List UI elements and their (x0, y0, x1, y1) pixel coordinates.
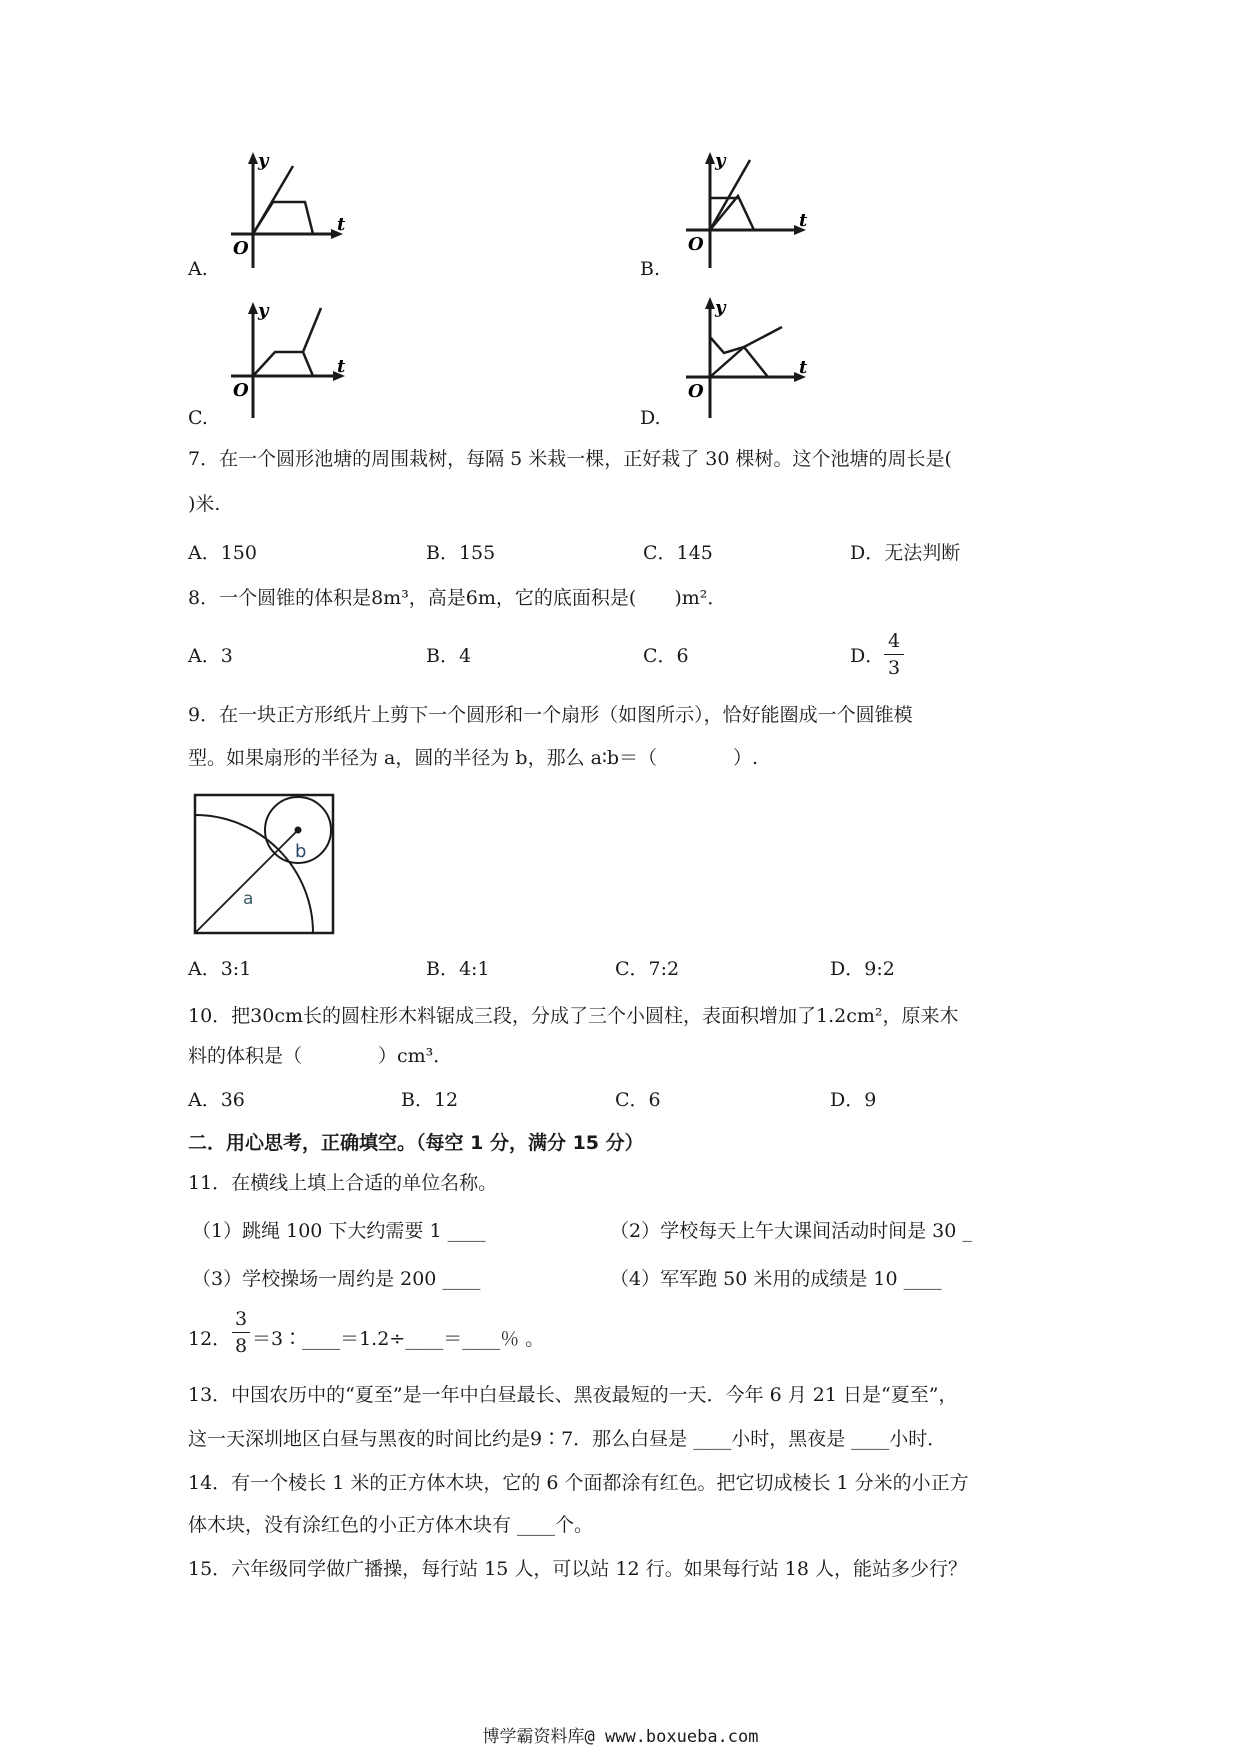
q6d-y-label: y (715, 297, 726, 318)
q9-option-c: C．7:2 (615, 958, 680, 980)
q6-option-a-letter: A. (188, 258, 208, 280)
q10-stem-line2: 料的体积是（ ）cm³． (188, 1045, 453, 1067)
q8-option-d-fraction (884, 630, 904, 679)
q6c-origin-label: O (233, 380, 249, 401)
q6b-origin-label: O (688, 234, 704, 255)
q9-stem-line1: 9．在一块正方形纸片上剪下一个圆形和一个扇形（如图所示），恰好能圈成一个圆锥模 (188, 704, 913, 726)
q7-stem-line2: )米. (188, 493, 221, 515)
q6-option-b-letter: B. (640, 258, 661, 280)
q11-item-4: （4）军军跑 50 米用的成绩是 10 ____ (610, 1268, 942, 1290)
q8-option-d-denominator: 3 (887, 657, 901, 679)
q9-option-d: D．9:2 (830, 958, 895, 980)
q7-option-d: D．无法判断 (850, 542, 961, 564)
q6b-t-label: t (799, 210, 808, 231)
q6d-t-label: t (799, 357, 808, 378)
q6b-y-label: y (715, 150, 726, 171)
section2-heading: 二．用心思考，正确填空。（每空 1 分，满分 15 分） (188, 1132, 644, 1154)
q10-option-b: B．12 (401, 1089, 459, 1111)
q6c-y-label: y (258, 300, 269, 321)
q6-graph-d (680, 295, 810, 420)
q8-stem: 8．一个圆锥的体积是8m³，高是6m，它的底面积是( )m²． (188, 587, 727, 609)
q11-item-2: （2）学校每天上午大课间活动时间是 30 _ (610, 1220, 972, 1242)
q13-line1: 13．中国农历中的“夏至”是一年中白昼最长、黑夜最短的一天．今年 6 月 21 日是“夏至”， (188, 1384, 958, 1406)
q7-option-c: C．145 (643, 542, 713, 564)
q6-graph-a (225, 150, 345, 270)
q8-option-d-letter: D． (850, 645, 885, 667)
footer-watermark: 博学霸资料库@ www.boxueba.com (482, 1727, 759, 1747)
q6a-y-label: y (258, 150, 269, 171)
q11-item-3: （3）学校操场一周约是 200 ____ (192, 1268, 481, 1290)
q9-label-a: a (243, 889, 254, 909)
q12-equation: ＝3∶____＝1.2÷____＝____％ 。 (252, 1328, 545, 1350)
q12-denominator: 8 (234, 1335, 248, 1357)
q15-line1: 15．六年级同学做广播操，每行站 15 人，可以站 12 行。如果每行站 18 人，能站多少行？ (188, 1558, 967, 1580)
q11-stem: 11．在横线上填上合适的单位名称。 (188, 1172, 498, 1194)
q6a-t-label: t (337, 214, 345, 235)
q12-numerator: 3 (234, 1308, 248, 1330)
q9-label-b: b (295, 841, 307, 862)
q9-option-a: A．3:1 (188, 958, 252, 980)
q10-option-d: D．9 (830, 1089, 877, 1111)
q8-option-d-numerator: 4 (887, 630, 901, 652)
q8-option-a: A．3 (188, 645, 233, 667)
q14-line1: 14．有一个棱长 1 米的正方体木块，它的 6 个面都涂有红色。把它切成棱长 1 分米的小正方 (188, 1472, 969, 1494)
q10-option-a: A．36 (188, 1089, 245, 1111)
q12-prefix: 12． (188, 1328, 232, 1350)
q14-line2: 体木块，没有涂红色的小正方体木块有 ____个。 (188, 1514, 594, 1536)
q11-item-1: （1）跳绳 100 下大约需要 1 ____ (192, 1220, 486, 1242)
q6c-t-label: t (337, 356, 346, 377)
q6-graph-c (225, 300, 355, 420)
q9-option-b: B．4:1 (426, 958, 490, 980)
q8-option-b: B．4 (426, 645, 472, 667)
q9-stem-line2: 型。如果扇形的半径为 a，圆的半径为 b，那么 a∶b＝（ ）. (188, 747, 759, 769)
q6a-origin-label: O (233, 238, 249, 259)
q12-fraction (232, 1308, 250, 1357)
q13-line2: 这一天深圳地区白昼与黑夜的时间比约是9∶7．那么白昼是 ____小时，黑夜是 ____小时． (188, 1428, 947, 1450)
q6-option-c-letter: C. (188, 407, 208, 429)
q6-option-d-letter: D. (640, 407, 661, 429)
q7-option-a: A．150 (188, 542, 257, 564)
q6d-origin-label: O (688, 381, 704, 402)
q6-graph-b (680, 150, 810, 270)
q9-figure (193, 793, 338, 942)
q7-option-b: B．155 (426, 542, 496, 564)
q7-stem-line1: 7．在一个圆形池塘的周围栽树，每隔 5 米栽一棵，正好栽了 30 棵树。这个池塘的周长是( (188, 448, 952, 470)
q10-stem-line1: 10．把30cm长的圆柱形木料锯成三段，分成了三个小圆柱，表面积增加了1.2cm²，原来木 (188, 1005, 959, 1027)
q8-option-c: C．6 (643, 645, 689, 667)
q10-option-c: C．6 (615, 1089, 661, 1111)
